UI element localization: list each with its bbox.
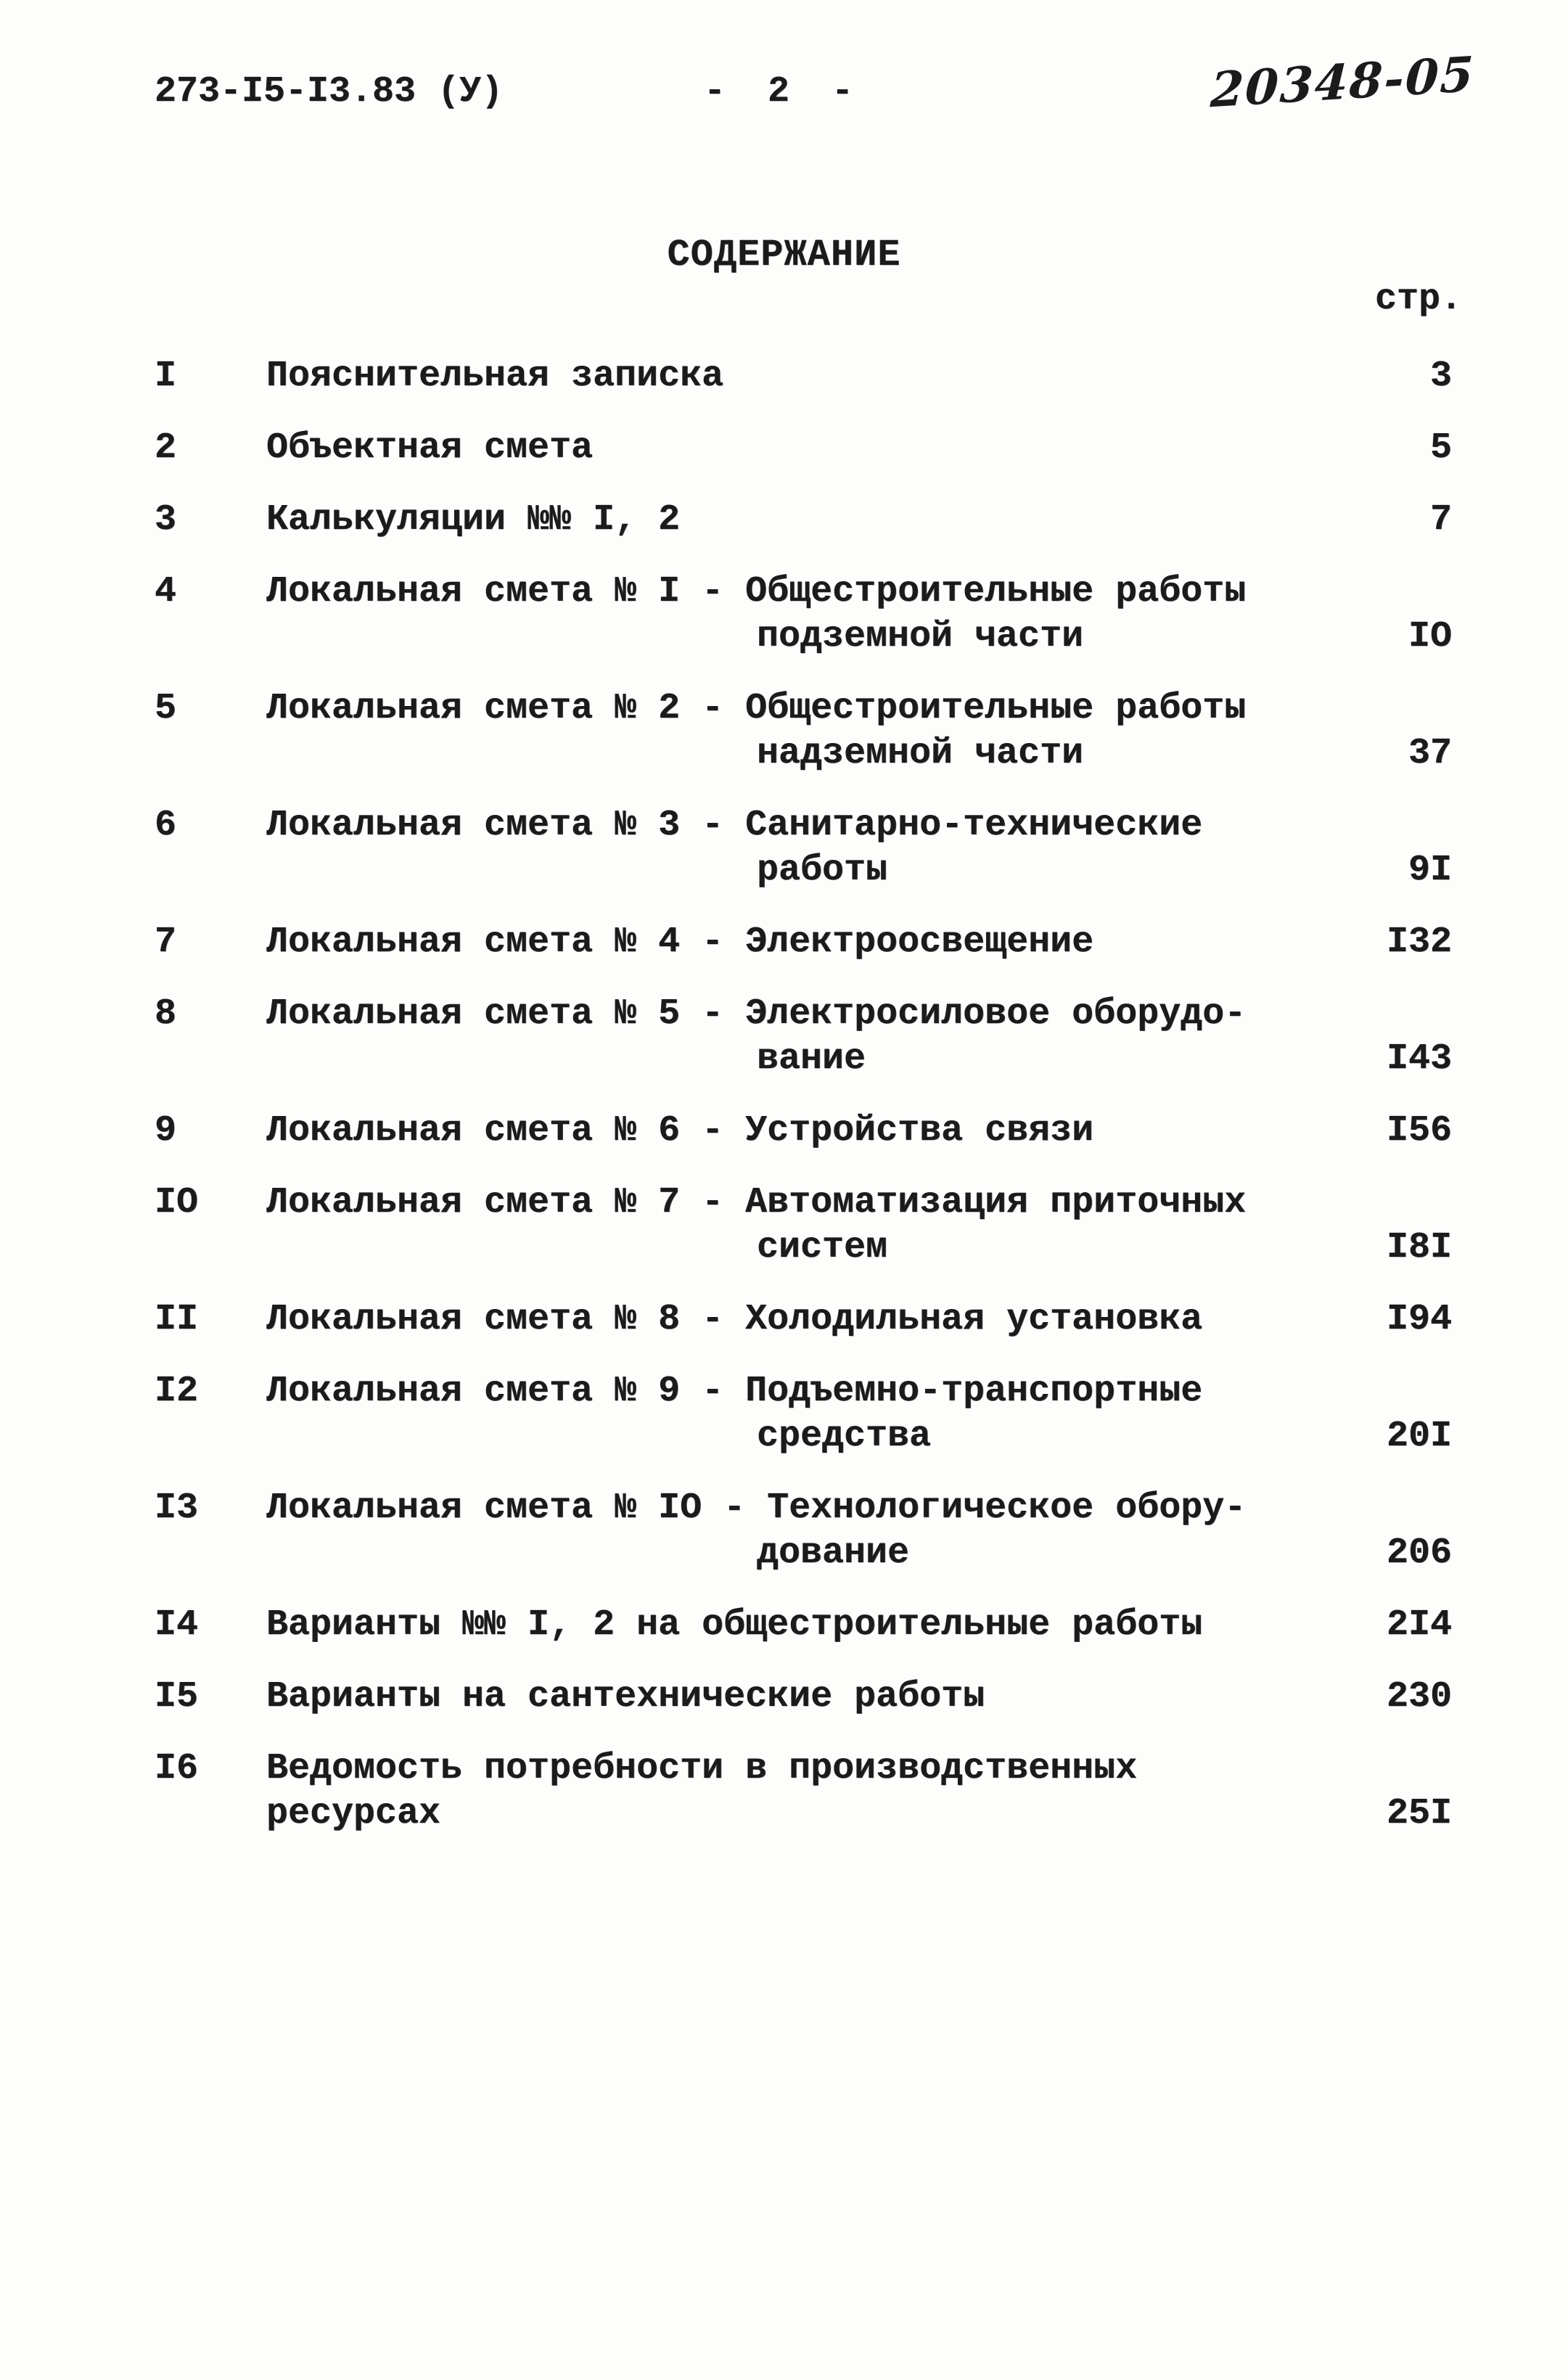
handwritten-code: 20348-05 <box>1209 45 1477 119</box>
toc-item-text <box>266 498 1321 543</box>
toc-item-line1: Пояснительная записка <box>266 356 724 397</box>
toc-item-page: I8I <box>1386 1227 1452 1268</box>
toc-item-number: I2 <box>155 1371 199 1412</box>
toc-item-text <box>266 1486 1321 1576</box>
toc-item-number: 3 <box>155 499 177 541</box>
toc-item-text <box>266 1181 1321 1271</box>
toc-item-line1: Локальная смета № 5 - Электросиловое оборудо- <box>266 993 1247 1035</box>
toc-item-number: 9 <box>155 1110 177 1152</box>
page-marker: - 2 - <box>704 71 864 112</box>
toc-item-text <box>266 1747 1321 1837</box>
toc-item-page: I32 <box>1386 922 1452 963</box>
toc-item-line2: вание <box>757 1038 866 1080</box>
toc-item-text <box>266 1369 1321 1459</box>
toc-item <box>155 426 1452 471</box>
toc-item-page: 37 <box>1408 733 1452 774</box>
toc-item <box>155 354 1452 399</box>
toc-item-number: 8 <box>155 993 177 1035</box>
toc-item-page: 230 <box>1386 1676 1452 1718</box>
toc-item-text <box>266 354 1321 399</box>
toc-item-page: 7 <box>1429 499 1452 541</box>
toc-item-text <box>266 1603 1321 1648</box>
toc-item <box>155 1109 1452 1154</box>
toc-item-text <box>266 1297 1321 1342</box>
toc-item <box>155 1369 1452 1459</box>
toc-item <box>155 686 1452 776</box>
toc-item-page: 25I <box>1386 1793 1452 1834</box>
toc-item-line2: подземной части <box>757 616 1084 657</box>
toc-item-line1: Локальная смета № 4 - Электроосвещение <box>266 922 1094 963</box>
toc-item <box>155 570 1452 660</box>
toc-item-line1: Локальная смета № 6 - Устройства связи <box>266 1110 1094 1152</box>
toc-item-number: I5 <box>155 1676 199 1718</box>
toc-item-page: 5 <box>1429 427 1452 469</box>
toc-item-line1: Калькуляции №№ I, 2 <box>266 499 681 541</box>
toc-item-text <box>266 992 1321 1082</box>
toc-item-number: I3 <box>155 1488 199 1529</box>
toc-item-text <box>266 570 1321 660</box>
toc-item-line2: дование <box>757 1532 910 1574</box>
toc-item-line1: Варианты №№ I, 2 на общестроительные работы <box>266 1604 1203 1646</box>
toc-item-page: 3 <box>1429 356 1452 397</box>
page-column-label: стр. <box>1374 279 1462 320</box>
toc-item-line1: Варианты на сантехнические работы <box>266 1676 985 1718</box>
toc-item-page: 2I4 <box>1386 1604 1452 1646</box>
toc-item <box>155 1486 1452 1576</box>
toc-item-number: 2 <box>155 427 177 469</box>
toc-item-line2: систем <box>757 1227 888 1268</box>
toc-item <box>155 1297 1452 1342</box>
toc-item-line1: Локальная смета № I - Общестроительные работы <box>266 571 1247 612</box>
toc-item <box>155 992 1452 1082</box>
toc-item-line2: надземной части <box>757 733 1084 774</box>
toc-item-text <box>266 1675 1321 1720</box>
toc-item-page: IO <box>1408 616 1452 657</box>
toc-item-line2: средства <box>757 1416 932 1457</box>
toc-item-page: 9I <box>1408 850 1452 891</box>
toc-item-line1: Локальная смета № 8 - Холодильная установка <box>266 1299 1203 1340</box>
toc-item-number: 7 <box>155 922 177 963</box>
toc-item-number: 4 <box>155 571 177 612</box>
toc-item <box>155 803 1452 893</box>
toc-item-line1: Объектная смета <box>266 427 594 469</box>
toc-item-text <box>266 920 1321 965</box>
toc-item-number: 5 <box>155 688 177 729</box>
toc-item-page: 20I <box>1386 1416 1452 1457</box>
toc-item-text <box>266 803 1321 893</box>
toc-item-number: I6 <box>155 1748 199 1789</box>
toc-item <box>155 1181 1452 1271</box>
toc-item-line1: Локальная смета № 7 - Автоматизация приточных <box>266 1182 1247 1223</box>
toc-item-line1: Локальная смета № 3 - Санитарно-технические <box>266 805 1203 846</box>
toc-item <box>155 1747 1452 1837</box>
toc-item-line1: Локальная смета № 2 - Общестроительные работы <box>266 688 1247 729</box>
toc-item-number: 6 <box>155 805 177 846</box>
toc-item-number: I4 <box>155 1604 199 1646</box>
toc-item-line1: Локальная смета № 9 - Подъемно-транспортные <box>266 1371 1203 1412</box>
toc-item-number: I <box>155 356 177 397</box>
toc-item-text <box>266 686 1321 776</box>
toc-item-text <box>266 426 1321 471</box>
toc-item-line2: ресурсах <box>266 1793 441 1834</box>
toc-item-text <box>266 1109 1321 1154</box>
toc-item <box>155 920 1452 965</box>
toc-item <box>155 1675 1452 1720</box>
toc-item-page: I56 <box>1386 1110 1452 1152</box>
toc-item-number: II <box>155 1299 199 1340</box>
toc-item <box>155 498 1452 543</box>
toc-item-line2: работы <box>757 850 888 891</box>
toc-list <box>155 354 1452 1863</box>
toc-item-number: IO <box>155 1182 199 1223</box>
toc-item-page: 206 <box>1386 1532 1452 1574</box>
page-title: СОДЕРЖАНИЕ <box>667 234 901 276</box>
doc-number: 273-I5-I3.83 (У) <box>155 71 504 112</box>
toc-item-page: I94 <box>1386 1299 1452 1340</box>
toc-item <box>155 1603 1452 1648</box>
toc-item-page: I43 <box>1386 1038 1452 1080</box>
toc-item-line1: Локальная смета № IO - Технологическое обору- <box>266 1488 1247 1529</box>
toc-item-line1: Ведомость потребности в производственных <box>266 1748 1138 1789</box>
